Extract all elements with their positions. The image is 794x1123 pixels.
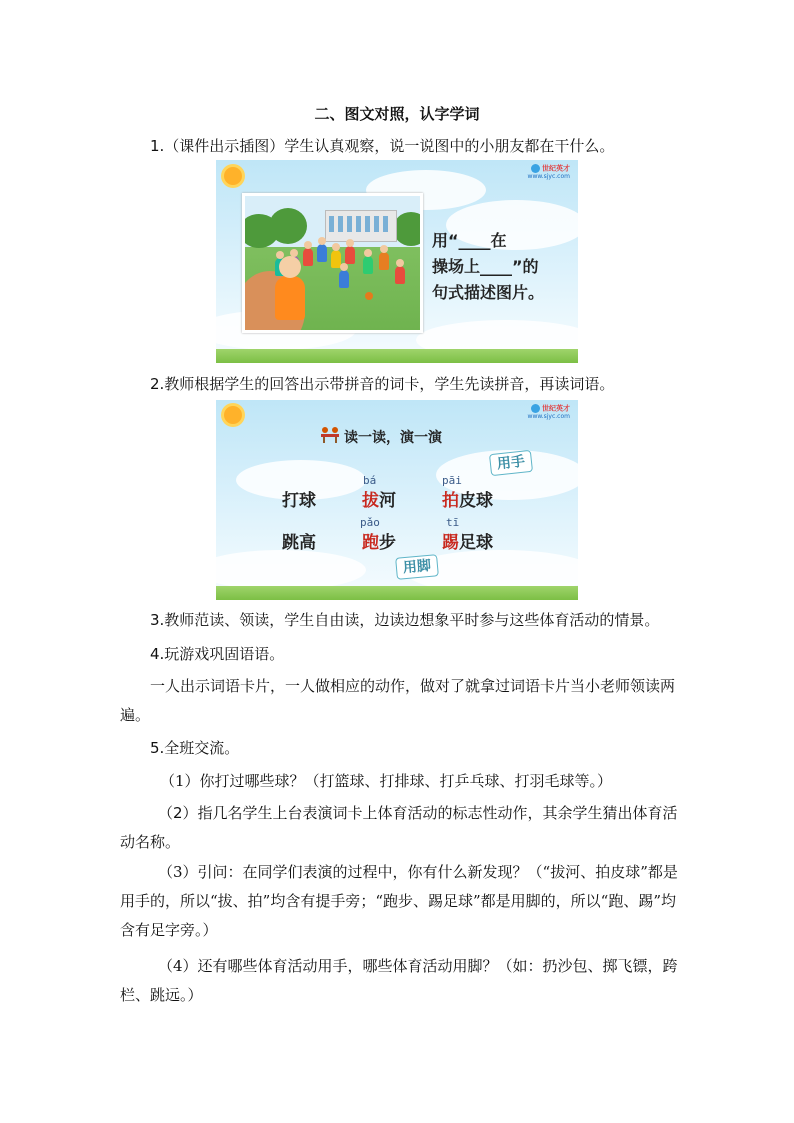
prompt-line-1: 用“____在 [432,231,507,250]
question-1: （1）你打过哪些球？（打篮球、打排球、打乒乓球、打羽毛球等。） [160,772,613,790]
section-heading: 二、图文对照，认字学词 [314,105,480,123]
step-4-text: 4.玩游戏巩固语语。 [150,645,285,663]
pinyin-pao: pǎo [360,516,380,529]
word-pao-bu: 跑步 [362,533,396,553]
step-5-text: 5.全班交流。 [150,739,240,757]
prompt-line-3: 句式描述图片。 [432,283,545,302]
brand-logo: 世纪英才 www.sjyc.com [527,164,570,180]
playground-picture [242,193,423,333]
word-ti-zu-qiu: 踢足球 [442,533,493,553]
step-3-text: 3.教师范读、领读，学生自由读，边读边想象平时参与这些体育活动的情景。 [150,611,660,629]
word-pai-pi-qiu: 拍皮球 [442,491,493,511]
word-ba-he: 拔河 [362,491,396,511]
tag-use-foot: 用脚 [395,554,439,580]
step-4-body: 一人出示词语卡片，一人做相应的动作，做对了就拿过词语卡片当小老师领读两遍。 [120,677,676,724]
tag-use-hand: 用手 [489,450,533,476]
brand-logo-2: 世纪英才 www.sjyc.com [527,404,570,420]
question-4: （4）还有哪些体育活动用手，哪些体育活动用脚？（如：扔沙包、掷飞镖，跨栏、跳远。） [120,957,678,1004]
step-1-text: 1.（课件出示插图）学生认真观察，说一说图中的小朋友都在干什么。 [150,137,615,155]
sun-icon-2 [224,406,242,424]
slide-word-cards [216,400,578,600]
question-2: （2）指几名学生上台表演词卡上体育活动的标志性动作，其余学生猜出体育活动名称。 [120,804,678,851]
word-da-qiu: 打球 [282,491,316,511]
pinyin-ti: tī [446,516,460,529]
step-2-text: 2.教师根据学生的回答出示带拼音的词卡，学生先读拼音，再读词语。 [150,375,615,393]
prompt-line-2: 操场上____”的 [432,257,539,276]
word-tiao-gao: 跳高 [282,533,316,553]
slide-title: 读一读，演一演 [344,430,442,446]
pinyin-pai: pāi [442,474,462,487]
sun-icon [224,167,242,185]
students-icon [320,426,340,444]
pinyin-ba: bá [363,474,377,487]
slide-illustration [216,160,578,363]
question-3: （3）引问：在同学们表演的过程中，你有什么新发现？（“拔河、拍皮球”都是用手的，所以“拔、拍”均含有提手旁；“跑步、踢足球”都是用脚的，所以“跑、踢”均含有足字旁。） [120,863,678,939]
